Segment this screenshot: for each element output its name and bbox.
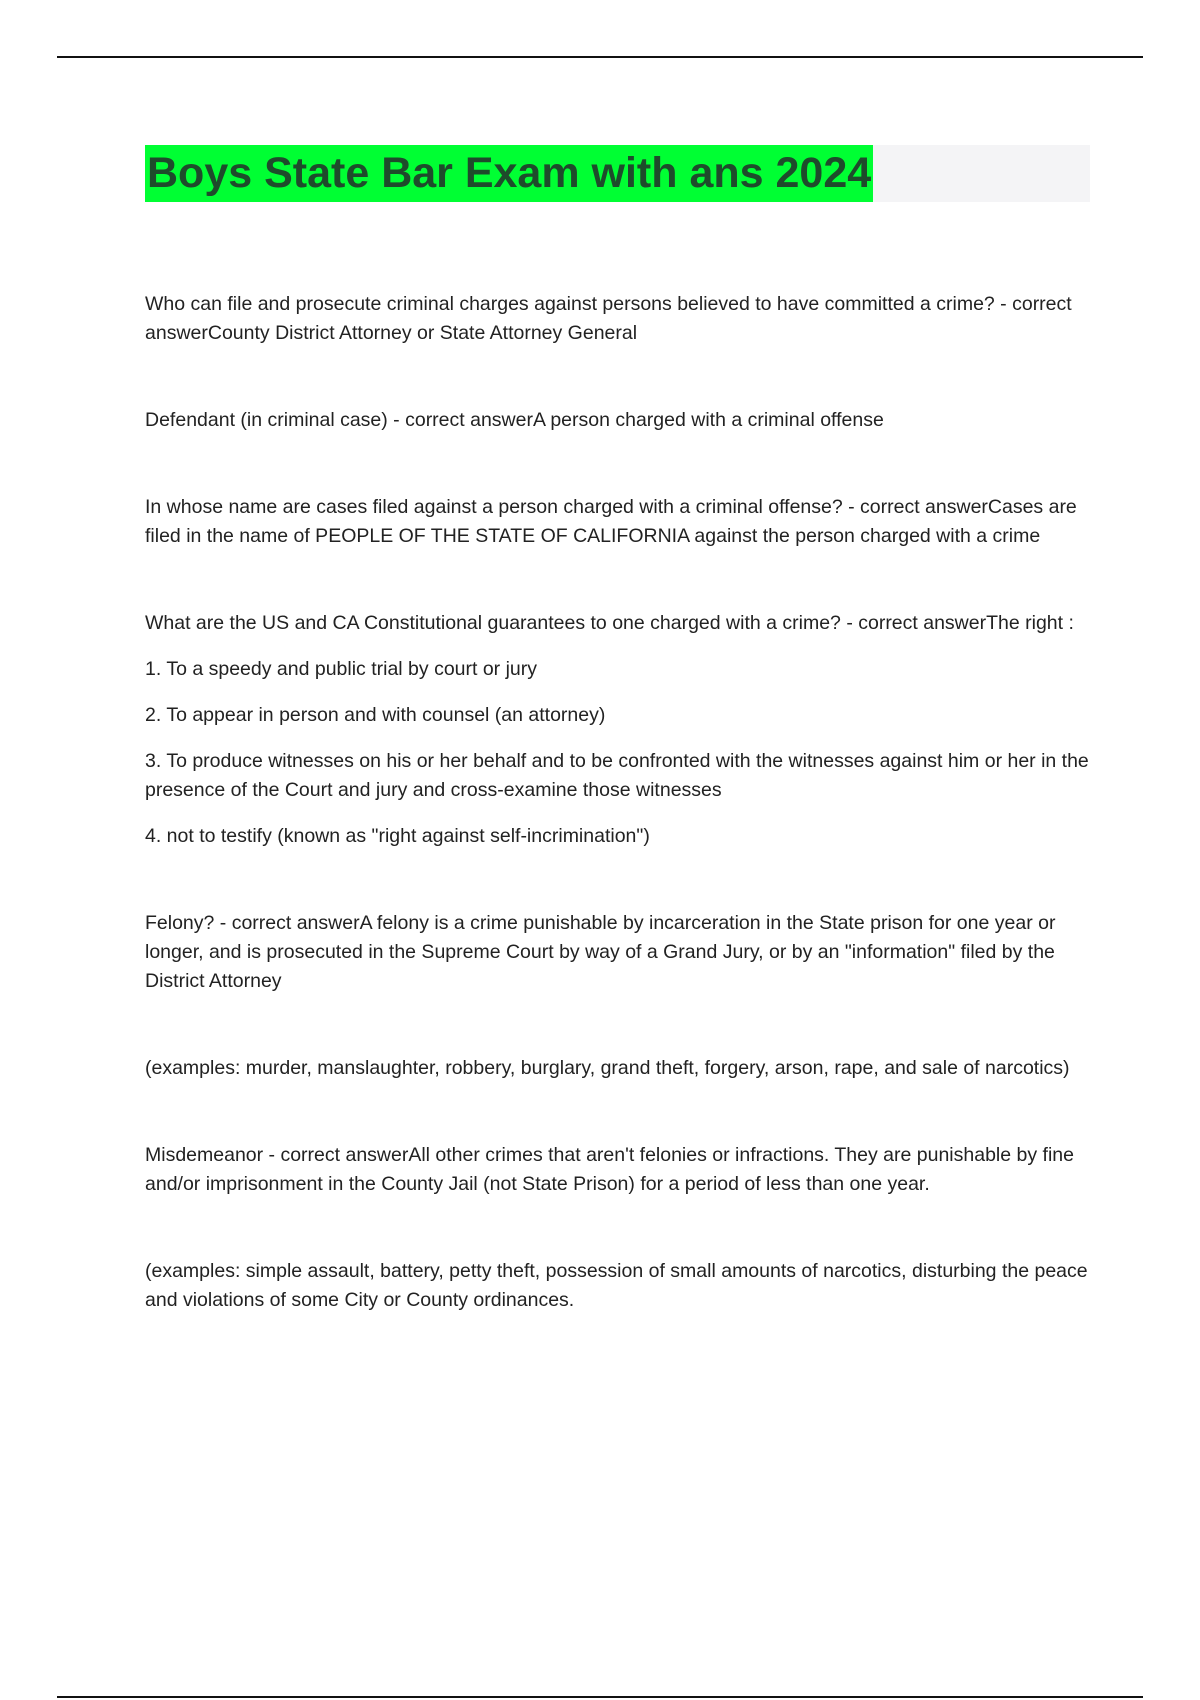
document-body	[145, 290, 1090, 1373]
qa-text: Who can file and prosecute criminal charges against persons believed to have committed a crime? - correct answerCounty District Attorney or State Attorney General	[145, 293, 1072, 344]
qa-item	[145, 290, 1090, 348]
list-item: 1. To a speedy and public trial by court or jury	[145, 658, 538, 680]
qa-item-felony-examples	[145, 1054, 1090, 1083]
document-title: Boys State Bar Exam with ans 2024	[145, 145, 873, 202]
qa-text: In whose name are cases filed against a person charged with a criminal offense? - correct answerCases are filed in the name of PEOPLE OF THE STATE OF CALIFORNIA against the person charged with a crime	[145, 496, 1077, 547]
list-item: 3. To produce witnesses on his or her behalf and to be confronted with the witnesses against him or her in the presence of the Court and jury and cross-examine those witnesses	[145, 750, 1089, 801]
qa-text: Misdemeanor - correct answerAll other crimes that aren't felonies or infractions. They are punishable by fine and/or imprisonment in the County Jail (not State Prison) for a period of less than one year.	[145, 1144, 1074, 1195]
qa-text: Defendant (in criminal case) - correct answerA person charged with a criminal offense	[145, 409, 884, 431]
qa-item-misdemeanor	[145, 1141, 1090, 1199]
bottom-rule	[57, 1696, 1143, 1698]
qa-item-misdemeanor-examples	[145, 1257, 1090, 1315]
qa-text: (examples: murder, manslaughter, robbery, burglary, grand theft, forgery, arson, rape, and sale of narcotics)	[145, 1057, 1070, 1079]
qa-item	[145, 493, 1090, 551]
qa-text: Felony? - correct answerA felony is a crime punishable by incarceration in the State prison for one year or longer, and is prosecuted in the Supreme Court by way of a Grand Jury, or by an "information" filed by the District Attorney	[145, 912, 1056, 992]
qa-item	[145, 406, 1090, 435]
qa-text: What are the US and CA Constitutional guarantees to one charged with a crime? - correct answerThe right :	[145, 612, 1074, 634]
list-item: 2. To appear in person and with counsel (an attorney)	[145, 704, 606, 726]
qa-item-felony	[145, 909, 1090, 996]
qa-item-guarantees	[145, 609, 1090, 851]
list-item: 4. not to testify (known as "right against self-incrimination")	[145, 825, 650, 847]
top-rule	[57, 56, 1143, 58]
qa-text: (examples: simple assault, battery, petty theft, possession of small amounts of narcotics, disturbing the peace and violations of some City or County ordinances.	[145, 1260, 1088, 1311]
title-band	[145, 145, 1090, 202]
